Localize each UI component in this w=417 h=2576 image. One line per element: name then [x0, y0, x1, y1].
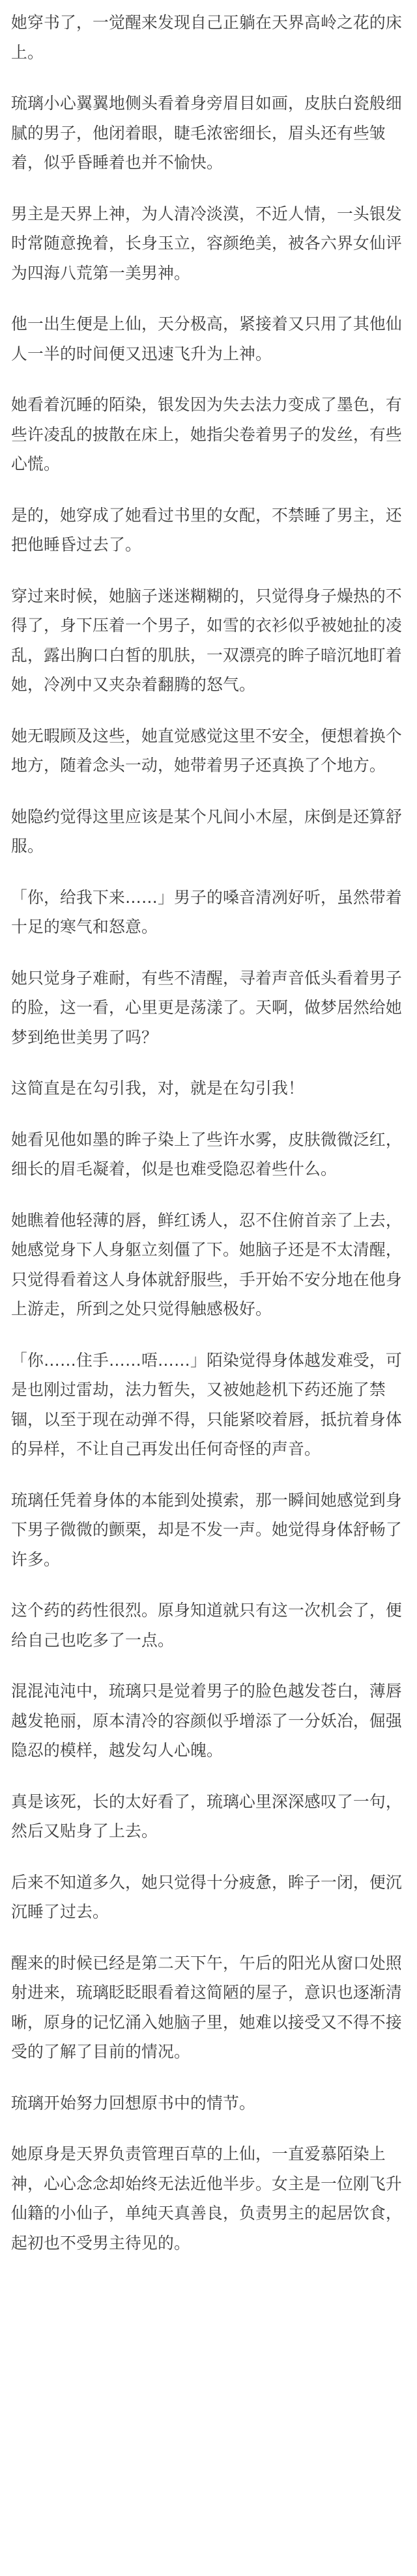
paragraph-2: 琉璃小心翼翼地侧头看着身旁眉目如画，皮肤白瓷般细腻的男子，他闭着眼，睫毛浓密细长，眉头还有些皱着，似乎昏睡着也并不愉快。: [11, 94, 402, 172]
paragraph-10: 「你，给我下来……」男子的嗓音清冽好听，虽然带着十足的寒气和怒意。: [11, 887, 402, 936]
paragraph-22: 琉璃开始努力回想原书中的情节。: [11, 2093, 255, 2112]
article-body: [11, 8, 406, 2279]
paragraph-8: 她无暇顾及这些，她直觉感觉这里不安全，便想着换个地方，随着念头一动，她带着男子还真换了个地方。: [11, 726, 402, 775]
paragraph-12: 这简直是在勾引我，对，就是在勾引我！: [11, 1079, 304, 1098]
paragraph-20: 后来不知道多久，她只觉得十分疲惫，眸子一闭，便沉沉睡了过去。: [11, 1872, 402, 1921]
paragraph-9: 她隐约觉得这里应该是某个凡间小木屋，床倒是还算舒服。: [11, 807, 402, 855]
paragraph-15: 「你……住手……唔……」陌染觉得身体越发难受，可是也刚过雷劫，法力暂失，又被她趁机下药还施了禁锢，以至于现在动弹不得，只能紧咬着唇，抵抗着身体的异样，不让自己再发出任何奇怪的声音。: [11, 1350, 402, 1458]
paragraph-4: 他一出生便是上仙，天分极高，紧接着又只用了其他仙人一半的时间便又迅速飞升为上神。: [11, 314, 402, 363]
paragraph-3: 男主是天界上神，为人清冷淡漠，不近人情，一头银发时常随意挽着，长身玉立，容颜绝美，被各六界女仙评为四海八荒第一美男神。: [11, 204, 402, 283]
paragraph-6: 是的，她穿成了她看过书里的女配，不禁睡了男主，还把他睡昏过去了。: [11, 505, 402, 554]
paragraph-19: 真是该死，长的太好看了，琉璃心里深深感叹了一句，然后又贴身了上去。: [11, 1792, 402, 1840]
paragraph-16: 琉璃任凭着身体的本能到处摸索，那一瞬间她感觉到身下男子微微的颤栗，却是不发一声。她觉得身体舒畅了许多。: [11, 1490, 402, 1569]
paragraph-21: 醒来的时候已经是第二天下午，午后的阳光从窗口处照射进来，琉璃眨眨眼看着这简陋的屋子，意识也逐渐清晰，原身的记忆涌入她脑子里，她难以接受又不得不接受的了解了目前的情况。: [11, 1953, 402, 2061]
paragraph-11: 她只觉身子难耐，有些不清醒，寻着声音低头看着男子的脸，这一看，心里更是荡漾了。天啊，做梦居然给她梦到绝世美男了吗？: [11, 968, 402, 1047]
paragraph-1: 她穿书了，一觉醒来发现自己正躺在天界高岭之花的床上。: [11, 13, 402, 62]
paragraph-5: 她看着沉睡的陌染，银发因为失去法力变成了墨色，有些许凌乱的披散在床上，她指尖卷着男子的发丝，有些心慌。: [11, 395, 402, 473]
paragraph-7: 穿过来时候，她脑子迷迷糊糊的，只觉得身子燥热的不得了，身下压着一个男子，如雪的衣衫似乎被她扯的凌乱，露出胸口白皙的肌肤，一双漂亮的眸子暗沉地盯着她，冷冽中又夹杂着翻腾的怒气。: [11, 586, 402, 694]
paragraph-14: 她瞧着他轻薄的唇，鲜红诱人，忍不住俯首亲了上去，她感觉身下人身躯立刻僵了下。她脑子还是不太清醒，只觉得看着这人身体就舒服些，手开始不安分地在他身上游走，所到之处只觉得触感极好。: [11, 1210, 402, 1318]
paragraph-23: 她原身是天界负责管理百草的上仙，一直爱慕陌染上神，心心念念却始终无法近他半步。女主是一位刚飞升仙籍的小仙子，单纯天真善良，负责男主的起居饮食，起初也不受男主待见的。: [11, 2144, 402, 2252]
paragraph-13: 她看见他如墨的眸子染上了些许水雾，皮肤微微泛红，细长的眉毛凝着，似是也难受隐忍着些什么。: [11, 1129, 402, 1178]
paragraph-18: 混混沌沌中，琉璃只是觉着男子的脸色越发苍白，薄唇越发艳丽，原本清冷的容颜似乎增添了一分妖冶，倔强隐忍的模样，越发勾人心魄。: [11, 1682, 402, 1760]
paragraph-17: 这个药的药性很烈。原身知道就只有这一次机会了，便给自己也吃多了一点。: [11, 1601, 402, 1650]
